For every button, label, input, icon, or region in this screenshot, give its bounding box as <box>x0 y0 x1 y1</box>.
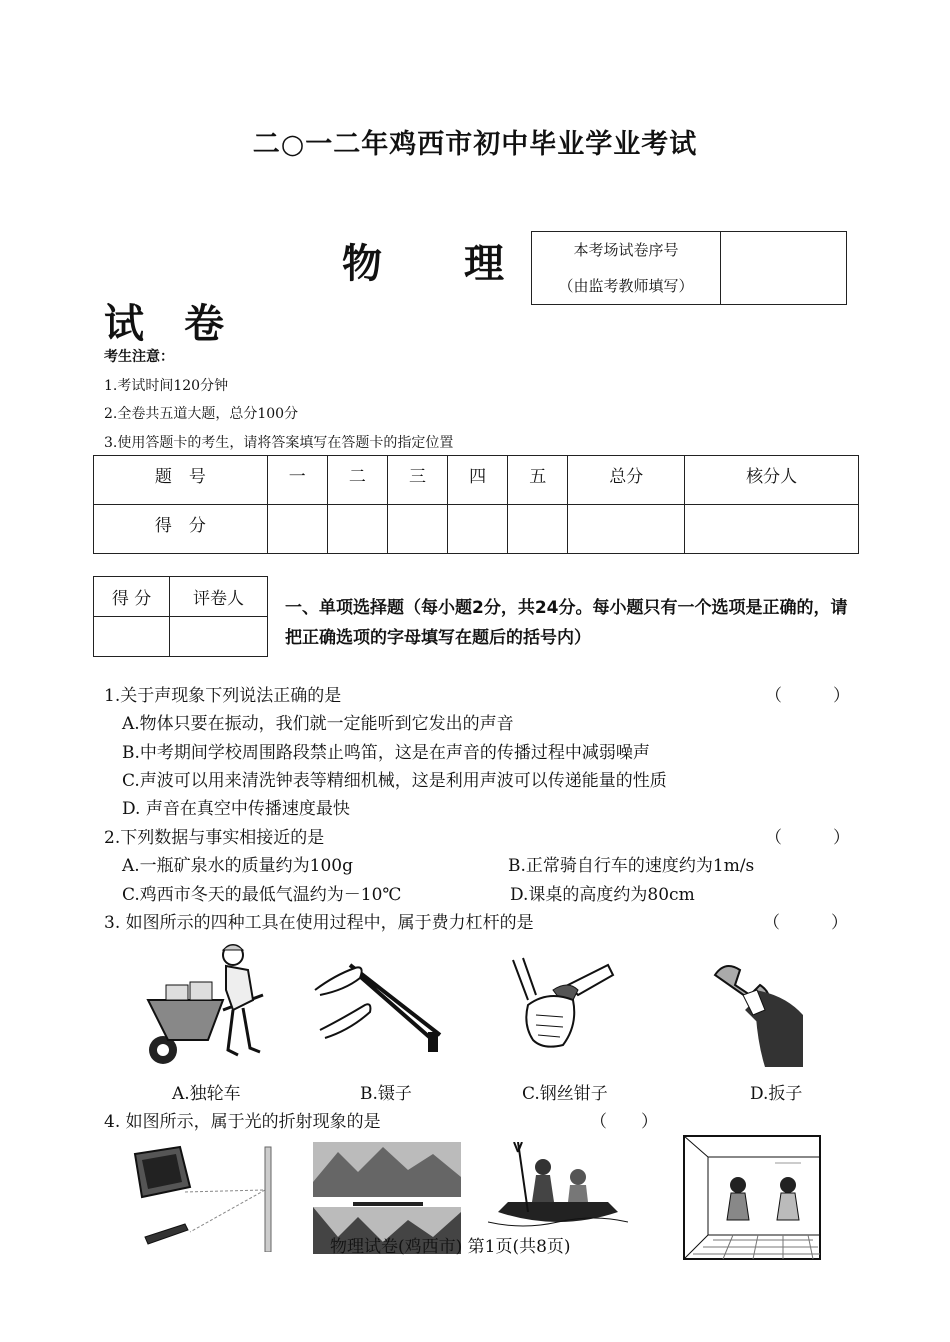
score-cell[interactable] <box>685 505 859 554</box>
figure-caption-d: D.扳子 <box>750 1084 803 1104</box>
score-header-cell: 四 <box>448 456 508 505</box>
seq-label-line2: （由监考教师填写） <box>558 277 694 295</box>
grader-score-label: 得 分 <box>94 577 170 617</box>
score-cell[interactable] <box>448 505 508 554</box>
figure-caption-a: A.独轮车 <box>172 1084 241 1104</box>
question-stem: 4. 如图所示，属于光的折射现象的是 <box>104 1112 381 1132</box>
grader-name-label: 评卷人 <box>170 577 268 617</box>
seq-label-line1: 本考场试卷序号 <box>573 241 679 259</box>
option-b: B.正常骑自行车的速度约为1m/s <box>508 856 755 876</box>
exam-title: 二○一二年鸡西市初中毕业学业考试 <box>252 129 698 160</box>
notice-heading: 考生注意： <box>104 349 174 365</box>
notice-item: 2.全卷共五道大题，总分100分 <box>104 406 299 422</box>
score-row-label: 得 分 <box>94 505 268 554</box>
score-header-cell: 五 <box>508 456 568 505</box>
question-stem: 2.下列数据与事实相接近的是 <box>104 828 325 848</box>
notice-item: 1.考试时间120分钟 <box>104 378 229 394</box>
score-header-cell: 二 <box>327 456 387 505</box>
score-header-cell: 总分 <box>568 456 685 505</box>
option-a: A.一瓶矿泉水的质量约为100g <box>122 856 354 876</box>
score-header-cell: 题 号 <box>94 456 268 505</box>
seq-value-cell[interactable] <box>721 232 847 305</box>
grader-table <box>93 576 268 657</box>
option-d: D.课桌的高度约为80cm <box>510 885 695 905</box>
option-b: B.中考期间学校周围路段禁止鸣笛，这是在声音的传播过程中减弱噪声 <box>122 743 650 763</box>
section-title: 一、单项选择题（每小题2分，共24分。每小题只有一个选项是正确的，请把正确选项的字母填写在题后的括号内） <box>285 598 848 648</box>
figure-caption-c: C.钢丝钳子 <box>522 1084 608 1104</box>
answer-paren[interactable]: （ ） <box>765 828 850 848</box>
grader-score-cell[interactable] <box>94 617 170 657</box>
score-cell[interactable] <box>267 505 327 554</box>
score-cell[interactable] <box>327 505 387 554</box>
option-c: C.鸡西市冬天的最低气温约为－10℃ <box>122 885 402 905</box>
answer-paren[interactable]: （ ） <box>763 913 848 933</box>
answer-paren[interactable]: （ ） <box>590 1112 658 1132</box>
grader-name-cell[interactable] <box>170 617 268 657</box>
subject-char-2: 理 <box>464 241 504 287</box>
question-stem: 3. 如图所示的四种工具在使用过程中，属于费力杠杆的是 <box>104 913 534 933</box>
option-d: D. 声音在真空中传播速度最快 <box>122 799 350 819</box>
question-stem: 1.关于声现象下列说法正确的是 <box>104 686 342 706</box>
subject-title <box>342 232 504 289</box>
tv-remote-figure <box>130 1142 280 1252</box>
mirror-room-figure <box>683 1135 821 1260</box>
figure-caption-b: B.镊子 <box>360 1084 412 1104</box>
page-footer: 物理试卷(鸡西市) 第1页(共8页) <box>330 1237 571 1257</box>
score-header-cell: 核分人 <box>685 456 859 505</box>
fishing-boat-figure <box>488 1142 628 1237</box>
score-cell[interactable] <box>387 505 447 554</box>
option-c: C.声波可以用来清洗钟表等精细机械，这是利用声波可以传递能量的性质 <box>122 771 667 791</box>
wheelbarrow-figure <box>138 940 268 1070</box>
wrench-figure <box>695 955 807 1067</box>
score-cell[interactable] <box>568 505 685 554</box>
tweezers-figure <box>310 950 450 1055</box>
option-a: A.物体只要在振动，我们就一定能听到它发出的声音 <box>122 714 514 734</box>
answer-paren[interactable]: （ ） <box>765 686 850 706</box>
seq-number-box <box>531 231 847 305</box>
pliers-figure <box>508 955 618 1055</box>
notice-item: 3.使用答题卡的考生，请将答案填写在答题卡的指定位置 <box>104 435 454 451</box>
subject-suffix: 试 卷 <box>104 301 224 347</box>
score-header-cell: 一 <box>267 456 327 505</box>
seq-label <box>532 232 721 305</box>
score-cell[interactable] <box>508 505 568 554</box>
score-header-cell: 三 <box>387 456 447 505</box>
subject-char-1: 物 <box>342 241 382 287</box>
score-table <box>93 455 859 554</box>
